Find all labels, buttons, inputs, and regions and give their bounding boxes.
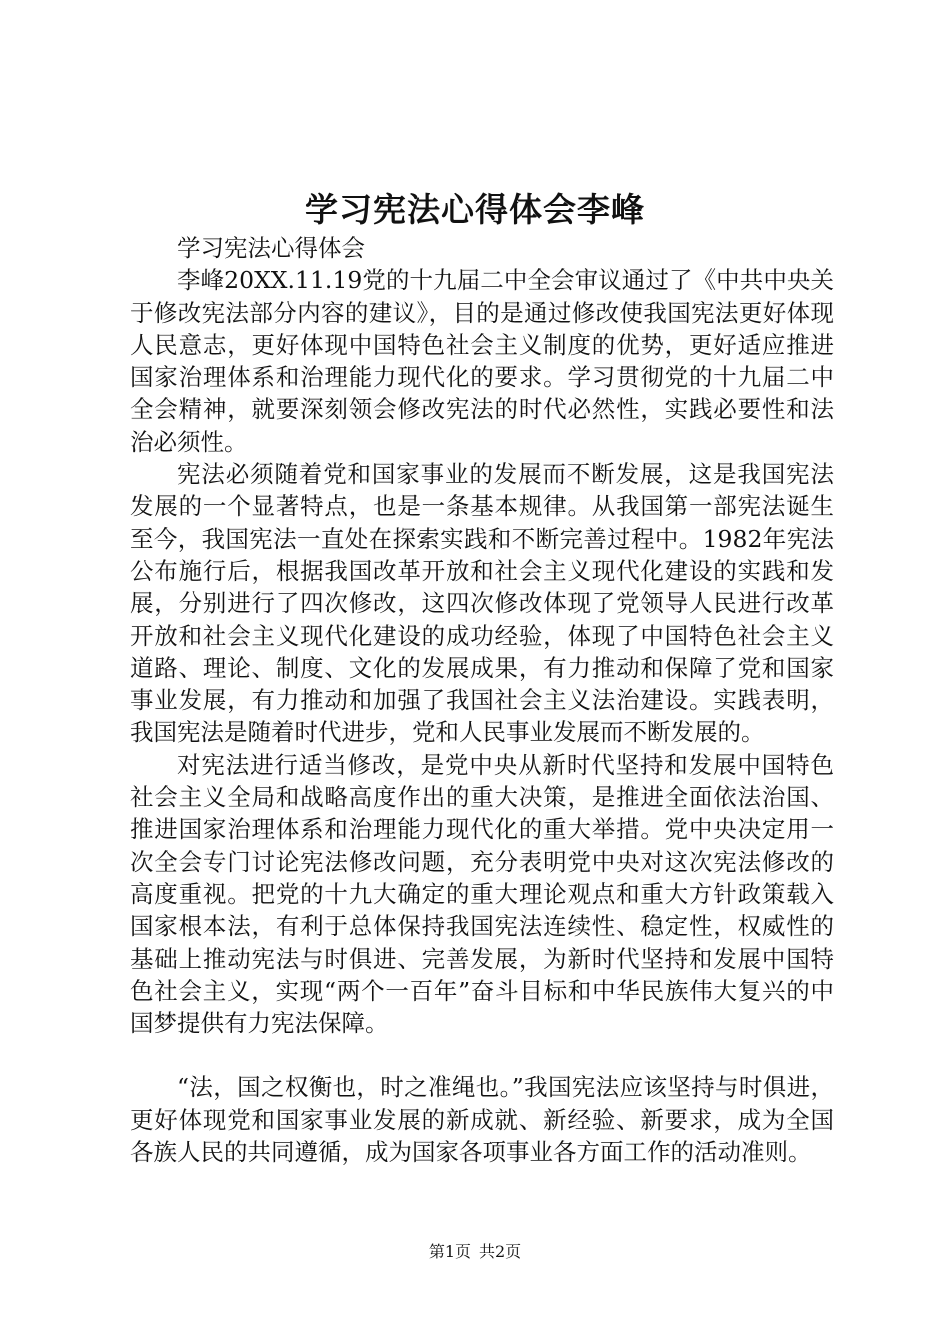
paragraph-intro: 李峰20XX.11.19党的十九届二中全会审议通过了《中共中央关于修改宪法部分内容的建议》，目的是通过修改使我国宪法更好体现人民意志，更好体现中国特色社会主义制度的优势，更好适应推进国家治理体系和治理能力现代化的要求。学习贯彻党的十九届二中全会精神，就要深刻领会修改宪法的时代必然性，实践必要性和法治必须性。 [130,266,834,456]
document-title: 学习宪法心得体会李峰 [305,190,645,229]
paragraph-subtitle: 学习宪法心得体会 [177,234,365,262]
paragraph-amendment: 对宪法进行适当修改，是党中央从新时代坚持和发展中国特色社会主义全局和战略高度作出的重大决策，是推进全面依法治国、推进国家治理体系和治理能力现代化的重大举措。党中央决定用一次全会专门讨论宪法修改问题，充分表明党中央对这次宪法修改的高度重视。把党的十九大确定的重大理论观点和重大方针政策载入国家根本法，有利于总体保持我国宪法连续性、稳定性，权威性的基础上推动宪法与时俱进、完善发展，为新时代坚持和发展中国特色社会主义，实现“两个一百年”奋斗目标和中华民族伟大复兴的中国梦提供有力宪法保障。 [130,750,834,1038]
page-number: 第1页 [428,1242,471,1261]
page-total: 共2页 [479,1242,522,1261]
paragraph-conclusion: “法，国之权衡也，时之准绳也。”我国宪法应该坚持与时俱进，更好体现党和国家事业发展的新成就、新经验、新要求，成为全国各族人民的共同遵循，成为国家各项事业各方面工作的活动准则。 [130,1073,834,1167]
paragraph-development: 宪法必须随着党和国家事业的发展而不断发展，这是我国宪法发展的一个显著特点，也是一条基本规律。从我国第一部宪法诞生至今，我国宪法一直处在探索实践和不断完善过程中。1982年宪法公布施行后，根据我国改革开放和社会主义现代化建设的实践和发展，分别进行了四次修改，这四次修改体现了党领导人民进行改革开放和社会主义现代化建设的成功经验，体现了中国特色社会主义道路、理论、制度、文化的发展成果，有力推动和保障了党和国家事业发展，有力推动和加强了我国社会主义法治建设。实践表明，我国宪法是随着时代进步，党和人民事业发展而不断发展的。 [130,460,834,747]
page-footer [0,1240,950,1264]
document-body [130,232,834,1168]
